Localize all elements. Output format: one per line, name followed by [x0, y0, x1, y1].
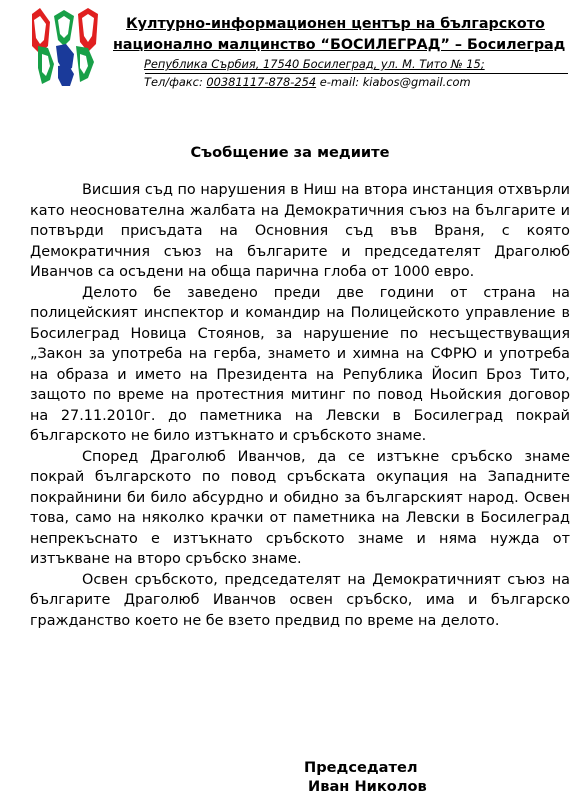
signature-role: Председател	[304, 759, 418, 776]
body-paragraph: Висшия съд по нарушения в Ниш на втора инстанция отхвърли като неоснователна жалбата на Демократичния съюз на българите и потвърди присъдата на Основния съд във Враня, с която Демократичния съюз на българите и председателят Драголюб Иванчов са осъдени на обща парична глоба от 1000 евро.	[30, 182, 570, 280]
organization-address: Република Сърбия, 17540 Босилеград, ул. М. Тито № 15;	[144, 57, 485, 71]
body-paragraph: Според Драголюб Иванчов, да се изтъкне сръбско знаме покрай българското по повод сръбската окупация на Западните покрайнини би било абсурдно и обидно за българският народ. Освен това, само на няколко крачки от паметника на Левски в Босилеград непрекъснато е изтъкнато сръбското знаме и няма нужда от изтъкване на второ сръбско знаме.	[30, 448, 570, 567]
document-title: Съобщение за медиите	[190, 144, 390, 161]
email-address: kiabos@gmail.com	[362, 75, 471, 89]
organization-name-line-1: Културно-информационен център на българското	[126, 16, 545, 32]
signature-name: Иван Николов	[308, 778, 427, 795]
signature-block	[304, 758, 504, 796]
organization-contacts	[144, 75, 471, 89]
phone-number: 00381117-878-254	[206, 75, 317, 89]
header-divider	[145, 73, 568, 74]
body-paragraph: Освен сръбското, председателят на Демократичният съюз на българите Драголюб Иванчов освен сръбско, има и българско гражданство което не бе взето предвид по време на делото.	[30, 571, 570, 629]
document-body	[30, 180, 570, 631]
organization-name-line-2: национално малцинство “БОСИЛЕГРАД” – Босилеград	[113, 37, 566, 53]
phone-label: Тел/факс:	[144, 75, 207, 89]
organization-logo	[28, 6, 102, 88]
body-paragraph: Делото бе заведено преди две години от страна на полицейският инспектор и командир на Полицейското управление в Босилеград Новица Стоянов, за нарушение по несъществуващия „Закон за употреба на герба, знамето и химна на СФРЮ и употреба на образа и името на Президента на Република Йосип Броз Тито, защото по време на протестния митинг по повод Ньойския договор на 27.11.2010г. до паметника на Левски в Босилеград покрай българското не било изтъкнато и сръбското знаме.	[30, 284, 570, 444]
logo-emblem-icon	[28, 6, 102, 88]
email-label: e-mail:	[316, 75, 363, 89]
